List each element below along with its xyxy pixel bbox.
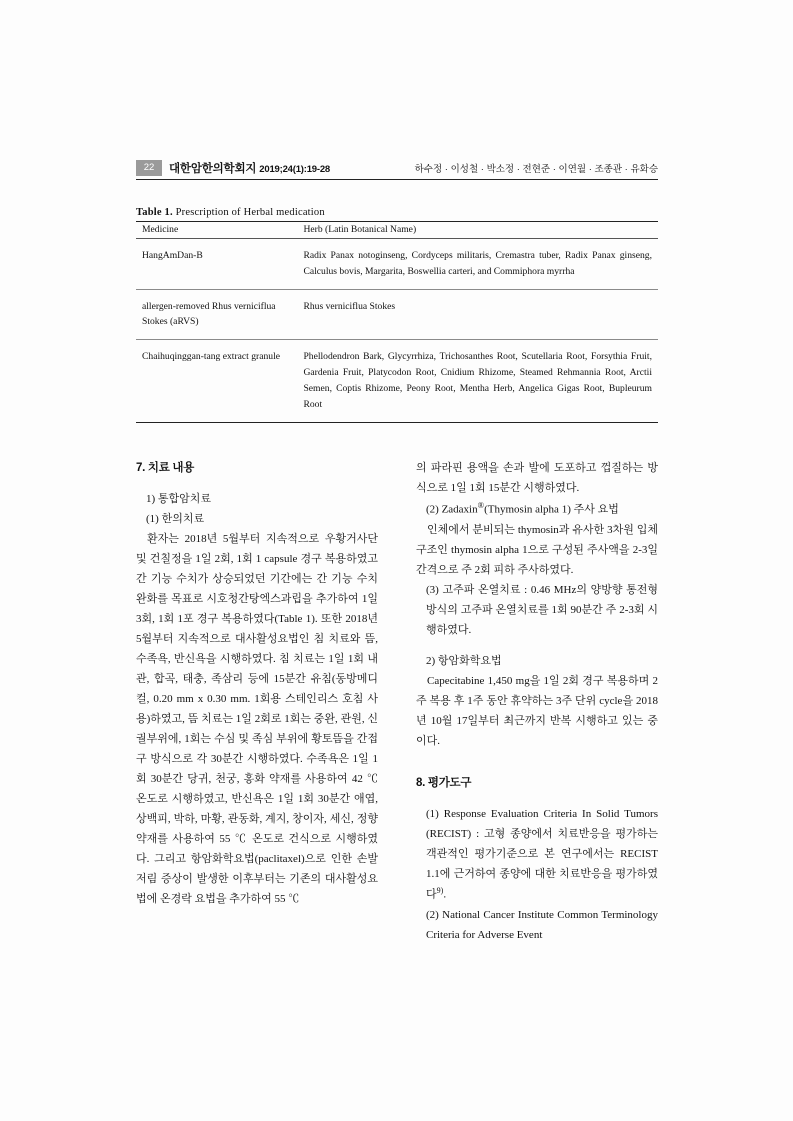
table-caption-text: Prescription of Herbal medication (175, 207, 325, 218)
journal-title: 대한암한의학회지 (169, 163, 257, 175)
column-header-herb: Herb (Latin Botanical Name) (297, 222, 658, 239)
zadaxin-rest: (Thymosin alpha 1) 주사 요법 (484, 503, 619, 516)
table-row (136, 340, 658, 422)
cell-herb: Rhus verniciflua Stokes (297, 289, 658, 340)
recist-text: (1) Response Evaluation Criteria In Solid Tumors (RECIST) : 고형 종양에서 치료반응을 평가하는 객관적인 평가기준으로 본 연구에서는 RECIST 1.1에 근거하여 종양에 대한 치료반응을 평가하였다 (426, 807, 658, 901)
list-item-chemotherapy: 2) 항암화학요법 (426, 654, 502, 667)
table-1 (136, 207, 658, 423)
reference-superscript: 9) (436, 885, 444, 895)
table-label: Table 1. (136, 207, 173, 218)
table-header-row (136, 222, 658, 239)
table-row (136, 289, 658, 340)
paragraph-chemotherapy: Capecitabine 1,450 mg을 1일 2회 경구 복용하며 2주 복용 후 1주 동안 휴약하는 3주 단위 cycle을 2018년 10월 17일부터 최근까지 반복 시행하고 있는 중이다. (416, 674, 658, 747)
cell-medicine: Chaihuqinggan-tang extract granule (136, 340, 297, 422)
paragraph-zadaxin: 인체에서 분비되는 thymosin과 유사한 3차원 입체구조인 thymosin alpha 1으로 구성된 주사액을 2-3일 간격으로 주 2회 피하 주사하였다. (416, 523, 658, 576)
table-header (136, 222, 658, 239)
zadaxin-label: (2) Zadaxin (426, 503, 478, 516)
recist-tail: . (443, 888, 447, 901)
journal-title-block (169, 160, 330, 176)
registered-trademark-icon: ® (477, 500, 485, 511)
page-number: 22 (136, 160, 162, 176)
list-item-korean-medicine-treatment: (1) 한의치료 (146, 512, 205, 525)
cell-herb: Phellodendron Bark, Glycyrrhiza, Trichosanthes Root, Scutellaria Root, Forsythia Fruit, Gardenia Fruit, Platycodon Root, Cnidium Rhizome, Steamed Rehmannia Root, Arctii Semen, Coptis Rhizome, Peony Root, Mentha Herb, Angelica Gigas Root, Bupleurum Root (297, 340, 658, 422)
table-caption (136, 207, 658, 218)
left-column (136, 458, 378, 909)
list-item-ctcae: (2) National Cancer Institute Common Terminology Criteria for Adverse Event (426, 908, 658, 941)
journal-volume: 2019;24(1):19-28 (259, 164, 331, 175)
cell-herb: Radix Panax notoginseng, Cordyceps militaris, Cremastra tuber, Radix Panax ginseng, Calculus bovis, Margarita, Boswellia carteri, and Commiphora myrrha (297, 239, 658, 290)
paragraph-korean-medicine: 환자는 2018년 5월부터 지속적으로 우황거사단 및 건칠정을 1일 2회, 1회 1 capsule 경구 복용하였고 간 기능 수치가 상승되었던 기간에는 간 기능 수치 완화를 목표로 시호청간탕엑스과립을 추가하여 1일 3회, 1회 1포 경구 복용하였다(Table 1). 또한 2018년 5월부터 지속적으로 대사활성요법인 침 치료와 뜸, 수족욕, 반신욕을 시행하였다. 침 치료는 1일 1회 내관, 합곡, 태충, 족삼리 등에 15분간 유침(동방메디컬, 0.20 mm x 0.30 mm. 1회용 스테인리스 호침 사용)하였고, 뜸 치료는 1일 2회로 1회는 중완, 관원, 신궐부위에, 1회는 수심 및 족심 부위에 황토뜸을 간접구 방식으로 각 30분간 시행하였다. 수족욕은 1일 1회 30분간 당귀, 천궁, 홍화 약재를 사용하여 42 ℃ 온도로 시행하였고, 반신욕은 1일 1회 30분간 애엽, 상백피, 박하, 마황, 관동화, 계지, 창이자, 세신, 정향 약재를 사용하여 55 ℃ 온도로 건식으로 시행하였다. 그리고 항암화학요법(paclitaxel)으로 인한 손발 저림 증상이 발생한 이후부터는 기존의 대사활성요법에 온경락 요법을 추가하여 55 ℃ (136, 532, 378, 906)
table-body (136, 239, 658, 423)
section-heading-evaluation-tools: 8. 평가도구 (416, 776, 472, 789)
right-column (416, 458, 658, 945)
list-item-recist (416, 804, 658, 905)
cell-medicine: allergen-removed Rhus verniciflua Stokes (aRVS) (136, 289, 297, 340)
list-item-zadaxin (416, 498, 658, 520)
running-head (136, 160, 658, 182)
header-divider (136, 179, 658, 180)
section-heading-treatment: 7. 치료 내용 (136, 462, 195, 474)
list-item-hyperthermia: (3) 고주파 온열치료 : 0.46 MHz의 양방향 통전형 방식의 고주파 온열치료를 1회 90분간 주 2-3회 시행하였다. (426, 583, 658, 636)
author-list: 하수정 · 이성철 · 박소정 · 전현준 · 이연월 · 조종관 · 유화승 (414, 164, 658, 175)
column-header-medicine: Medicine (136, 222, 297, 239)
prescription-table (136, 221, 658, 423)
table-row (136, 239, 658, 290)
list-item-integrative-cancer-treatment: 1) 통합암치료 (146, 492, 212, 505)
paragraph-continuation: 의 파라핀 용액을 손과 발에 도포하고 껍질하는 방식으로 1일 1회 15분간 시행하였다. (416, 462, 658, 495)
cell-medicine: HangAmDan-B (136, 239, 297, 290)
